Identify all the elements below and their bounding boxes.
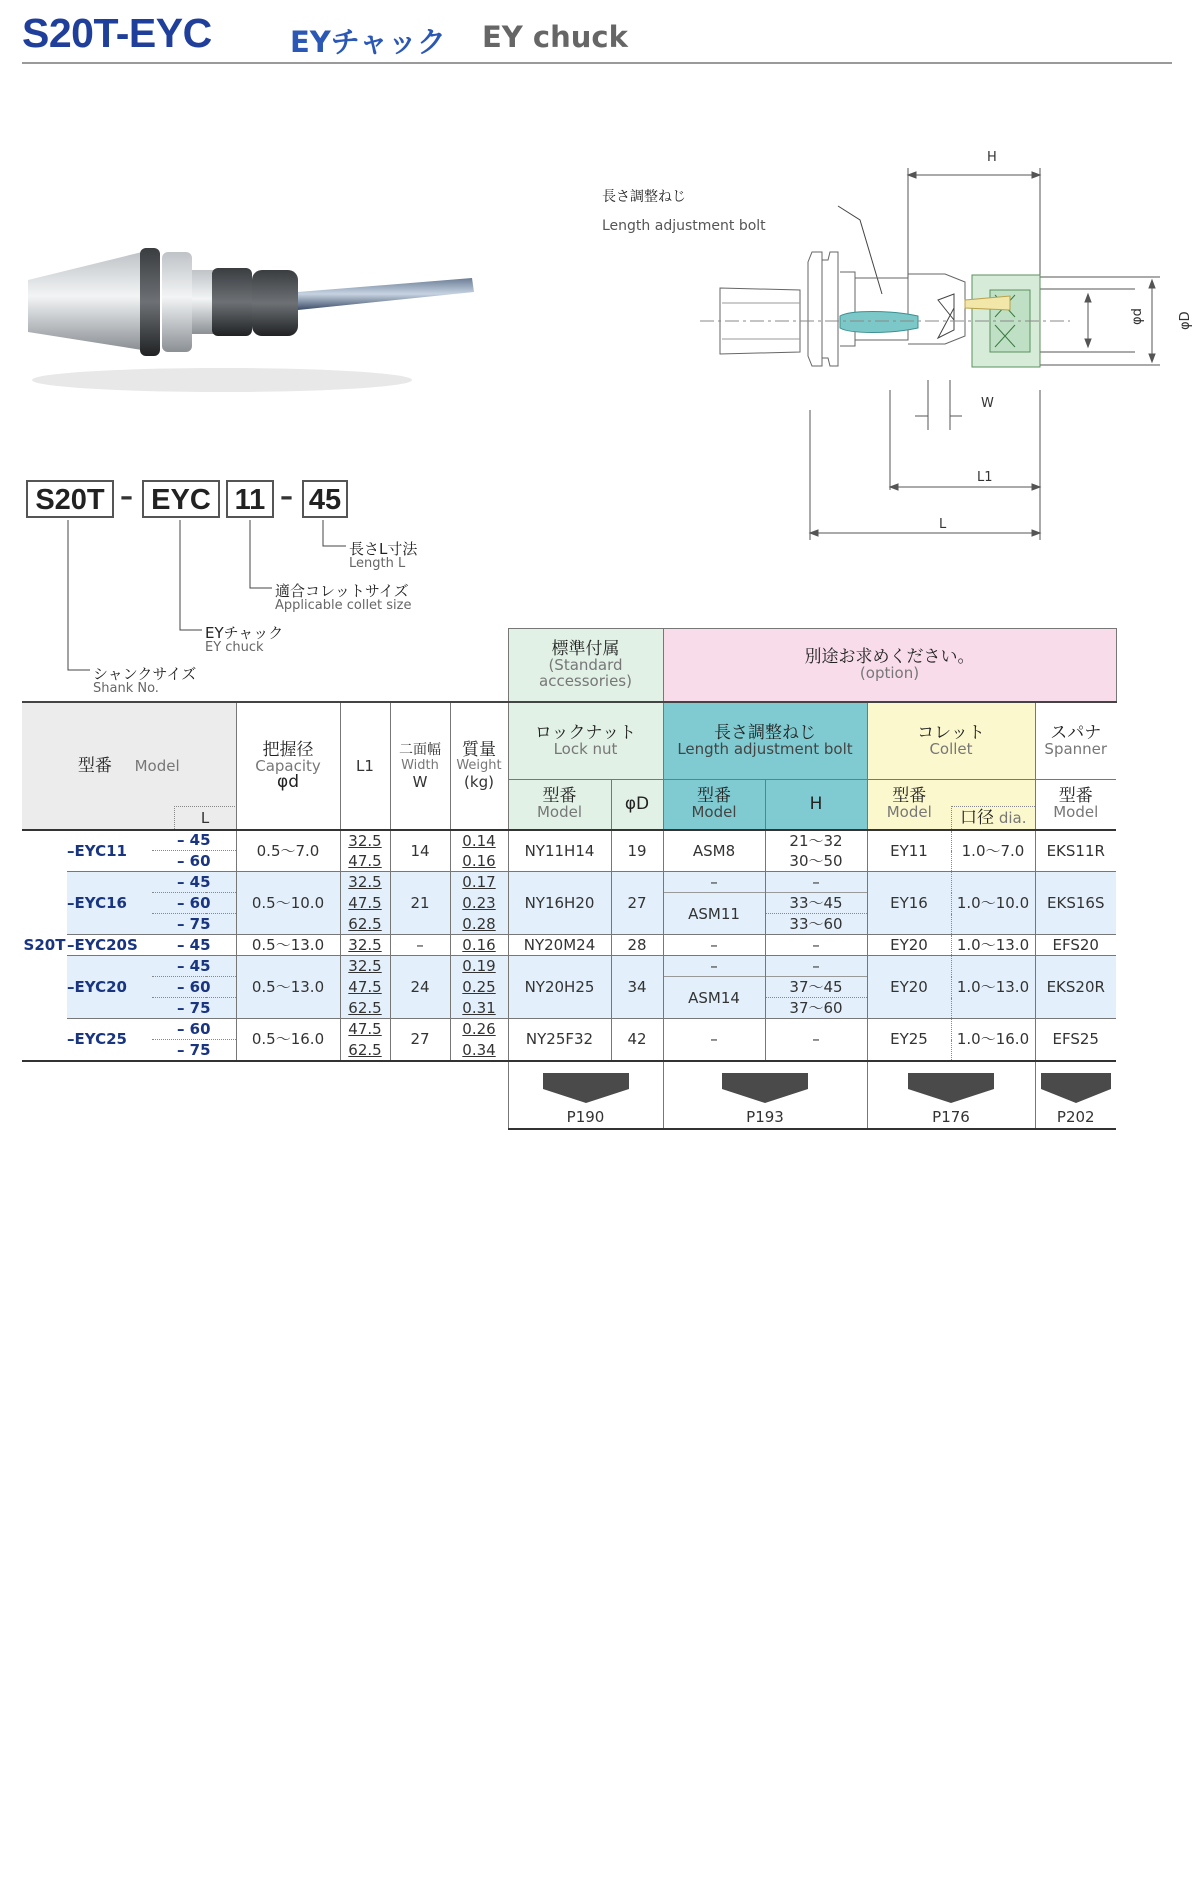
page-ref-locknut[interactable]: P190 bbox=[508, 1061, 663, 1129]
product-photo bbox=[22, 230, 482, 400]
bolt-H-cell: 37〜60 bbox=[765, 998, 867, 1019]
locknut-model-cell: NY11H14 bbox=[508, 830, 611, 872]
weight-cell: 0.14 bbox=[450, 830, 508, 851]
bolt-H-cell: – bbox=[765, 956, 867, 977]
legend-length-jp: 長さL寸法 bbox=[349, 540, 418, 558]
bolt-model-cell: – bbox=[663, 872, 765, 893]
capacity-cell: 0.5〜16.0 bbox=[236, 1019, 340, 1061]
collet-model-cell: EY25 bbox=[867, 1019, 951, 1061]
model-row-eyc25: –EYC25 bbox=[67, 1019, 152, 1061]
weight-cell: 0.19 bbox=[450, 956, 508, 977]
page-ref-spanner[interactable]: P202 bbox=[1035, 1061, 1116, 1129]
collet-model-cell: EY20 bbox=[867, 935, 951, 956]
dim-L-label: L bbox=[939, 517, 947, 532]
legend-type-en: EY chuck bbox=[205, 640, 264, 655]
L1-cell: 32.5 bbox=[340, 935, 390, 956]
L-subheader: L bbox=[174, 806, 235, 829]
bolt-H-cell: 33〜60 bbox=[765, 914, 867, 935]
length-cell: – 75 bbox=[152, 914, 236, 935]
locknut-model-cell: NY20H25 bbox=[508, 956, 611, 1019]
page-arrow-icon bbox=[1041, 1073, 1111, 1103]
width-cell: – bbox=[390, 935, 450, 956]
bolt-H-cell: 21〜32 bbox=[765, 830, 867, 851]
model-row-eyc20s: –EYC20S bbox=[67, 935, 152, 956]
bolt-model-cell: – bbox=[663, 956, 765, 977]
L1-cell: 32.5 bbox=[340, 956, 390, 977]
collet-dia-cell: 1.0〜13.0 bbox=[951, 935, 1035, 956]
title-divider bbox=[22, 62, 1172, 64]
page-arrow-icon bbox=[722, 1073, 808, 1103]
L1-cell: 47.5 bbox=[340, 893, 390, 914]
locknut-D-subheader: φD bbox=[611, 780, 663, 830]
collet-dia-cell: 1.0〜16.0 bbox=[951, 1019, 1035, 1061]
locknut-header: ロックナット Lock nut bbox=[508, 702, 663, 780]
bolt-header: 長さ調整ねじ Length adjustment bolt bbox=[663, 702, 867, 780]
L1-cell: 47.5 bbox=[340, 1019, 390, 1040]
length-cell: – 60 bbox=[152, 977, 236, 998]
locknut-D-cell: 19 bbox=[611, 830, 663, 872]
bolt-model-cell: – bbox=[663, 1019, 765, 1061]
L1-cell: 62.5 bbox=[340, 914, 390, 935]
legend-length-en: Length L bbox=[349, 556, 406, 571]
L1-cell: 32.5 bbox=[340, 830, 390, 851]
code-part-shank: S20T bbox=[26, 480, 114, 518]
page-arrow-icon bbox=[908, 1073, 994, 1103]
spanner-model-cell: EKS16S bbox=[1035, 872, 1116, 935]
collet-dia-cell: 1.0〜13.0 bbox=[951, 956, 1035, 1019]
width-cell: 27 bbox=[390, 1019, 450, 1061]
length-cell: – 60 bbox=[152, 851, 236, 872]
page-subtitle-en: EY chuck bbox=[482, 20, 628, 54]
spec-table bbox=[22, 628, 1117, 1130]
spanner-model-cell: EKS11R bbox=[1035, 830, 1116, 872]
L1-cell: 62.5 bbox=[340, 998, 390, 1019]
bolt-model-cell: ASM11 bbox=[663, 893, 765, 935]
option-header: 別途お求めください。 (option) bbox=[663, 629, 1116, 702]
collet-header: コレット Collet bbox=[867, 702, 1035, 780]
spanner-model-subheader: 型番 Model bbox=[1035, 780, 1116, 830]
spanner-header: スパナ Spanner bbox=[1035, 702, 1116, 780]
weight-cell: 0.25 bbox=[450, 977, 508, 998]
L1-cell: 32.5 bbox=[340, 872, 390, 893]
length-cell: – 75 bbox=[152, 998, 236, 1019]
locknut-D-cell: 34 bbox=[611, 956, 663, 1019]
model-header: 型番 Model L bbox=[22, 702, 236, 830]
collet-dia-subheader: 口径 dia. bbox=[951, 780, 1035, 830]
length-cell: – 45 bbox=[152, 830, 236, 851]
bolt-model-cell: ASM14 bbox=[663, 977, 765, 1019]
length-cell: – 45 bbox=[152, 956, 236, 977]
bolt-H-cell: – bbox=[765, 935, 867, 956]
code-part-collet: 11 bbox=[226, 480, 274, 518]
bolt-H-cell: 37〜45 bbox=[765, 977, 867, 998]
width-cell: 21 bbox=[390, 872, 450, 935]
capacity-cell: 0.5〜13.0 bbox=[236, 956, 340, 1019]
collet-model-cell: EY20 bbox=[867, 956, 951, 1019]
width-header: 二面幅 Width W bbox=[390, 702, 450, 830]
collet-model-cell: EY11 bbox=[867, 830, 951, 872]
weight-cell: 0.16 bbox=[450, 935, 508, 956]
L1-cell: 47.5 bbox=[340, 977, 390, 998]
bolt-H-cell: 33〜45 bbox=[765, 893, 867, 914]
locknut-model-subheader: 型番 Model bbox=[508, 780, 611, 830]
width-cell: 14 bbox=[390, 830, 450, 872]
capacity-cell: 0.5〜10.0 bbox=[236, 872, 340, 935]
weight-cell: 0.23 bbox=[450, 893, 508, 914]
model-row-eyc20: –EYC20 bbox=[67, 956, 152, 1019]
length-cell: – 60 bbox=[152, 1019, 236, 1040]
bolt-model-cell: – bbox=[663, 935, 765, 956]
weight-cell: 0.17 bbox=[450, 872, 508, 893]
page-arrow-icon bbox=[543, 1073, 629, 1103]
L1-cell: 47.5 bbox=[340, 851, 390, 872]
collet-dia-cell: 1.0〜10.0 bbox=[951, 872, 1035, 935]
weight-cell: 0.31 bbox=[450, 998, 508, 1019]
bolt-H-cell: 30〜50 bbox=[765, 851, 867, 872]
weight-cell: 0.34 bbox=[450, 1040, 508, 1061]
capacity-cell: 0.5〜7.0 bbox=[236, 830, 340, 872]
legend-shank-jp: シャンクサイズ bbox=[93, 665, 197, 683]
capacity-header: 把握径 Capacity φd bbox=[236, 702, 340, 830]
spanner-model-cell: EFS25 bbox=[1035, 1019, 1116, 1061]
length-cell: – 60 bbox=[152, 893, 236, 914]
locknut-D-cell: 28 bbox=[611, 935, 663, 956]
dim-phi-D-label: φD bbox=[1178, 311, 1193, 330]
locknut-model-cell: NY25F32 bbox=[508, 1019, 611, 1061]
length-cell: – 75 bbox=[152, 1040, 236, 1061]
code-part-type: EYC bbox=[142, 480, 220, 518]
capacity-cell: 0.5〜13.0 bbox=[236, 935, 340, 956]
legend-collet-en: Applicable collet size bbox=[275, 598, 412, 613]
weight-header: 質量 Weight (kg) bbox=[450, 702, 508, 830]
locknut-model-cell: NY20M24 bbox=[508, 935, 611, 956]
legend-type-jp: EYチャック bbox=[205, 624, 284, 642]
collet-model-cell: EY16 bbox=[867, 872, 951, 935]
model-row-eyc11: –EYC11 bbox=[67, 830, 152, 872]
technical-drawing bbox=[690, 140, 1190, 560]
dim-phi-d-label: φd bbox=[1130, 308, 1145, 325]
code-dash: – bbox=[280, 482, 293, 512]
collet-dia-cell: 1.0〜7.0 bbox=[951, 830, 1035, 872]
page-ref-collet[interactable]: P176 bbox=[867, 1061, 1035, 1129]
L1-cell: 62.5 bbox=[340, 1040, 390, 1061]
code-part-length: 45 bbox=[302, 480, 348, 518]
locknut-D-cell: 42 bbox=[611, 1019, 663, 1061]
length-cell: – 45 bbox=[152, 935, 236, 956]
weight-cell: 0.16 bbox=[450, 851, 508, 872]
bolt-model-subheader: 型番 Model bbox=[663, 780, 765, 830]
weight-cell: 0.28 bbox=[450, 914, 508, 935]
dim-L1-label: L1 bbox=[977, 470, 993, 485]
bolt-H-cell: – bbox=[765, 872, 867, 893]
spanner-model-cell: EKS20R bbox=[1035, 956, 1116, 1019]
bolt-model-cell: ASM8 bbox=[663, 830, 765, 872]
collet-model-subheader: 型番 Model bbox=[867, 780, 951, 830]
L1-header: L1 bbox=[340, 702, 390, 830]
page-subtitle-jp: EYチャック bbox=[290, 25, 446, 59]
shank-label: S20T bbox=[22, 830, 67, 1061]
code-dash: – bbox=[120, 482, 133, 512]
dim-H-label: H bbox=[987, 150, 997, 165]
legend-shank-en: Shank No. bbox=[93, 681, 159, 696]
bolt-H-subheader: H bbox=[765, 780, 867, 830]
locknut-D-cell: 27 bbox=[611, 872, 663, 935]
drawing-label-bolt-jp: 長さ調整ねじ bbox=[602, 189, 686, 205]
length-cell: – 45 bbox=[152, 872, 236, 893]
weight-cell: 0.26 bbox=[450, 1019, 508, 1040]
model-row-eyc16: –EYC16 bbox=[67, 872, 152, 935]
locknut-model-cell: NY16H20 bbox=[508, 872, 611, 935]
page-title: S20T-EYC bbox=[22, 10, 212, 56]
bolt-H-cell: – bbox=[765, 1019, 867, 1061]
drawing-label-bolt-en: Length adjustment bolt bbox=[602, 218, 766, 234]
std-accessories-header: 標準付属 (Standard accessories) bbox=[508, 629, 663, 702]
dim-W-label: W bbox=[981, 396, 994, 411]
spanner-model-cell: EFS20 bbox=[1035, 935, 1116, 956]
page-ref-bolt[interactable]: P193 bbox=[663, 1061, 867, 1129]
legend-collet-jp: 適合コレットサイズ bbox=[275, 582, 409, 600]
width-cell: 24 bbox=[390, 956, 450, 1019]
